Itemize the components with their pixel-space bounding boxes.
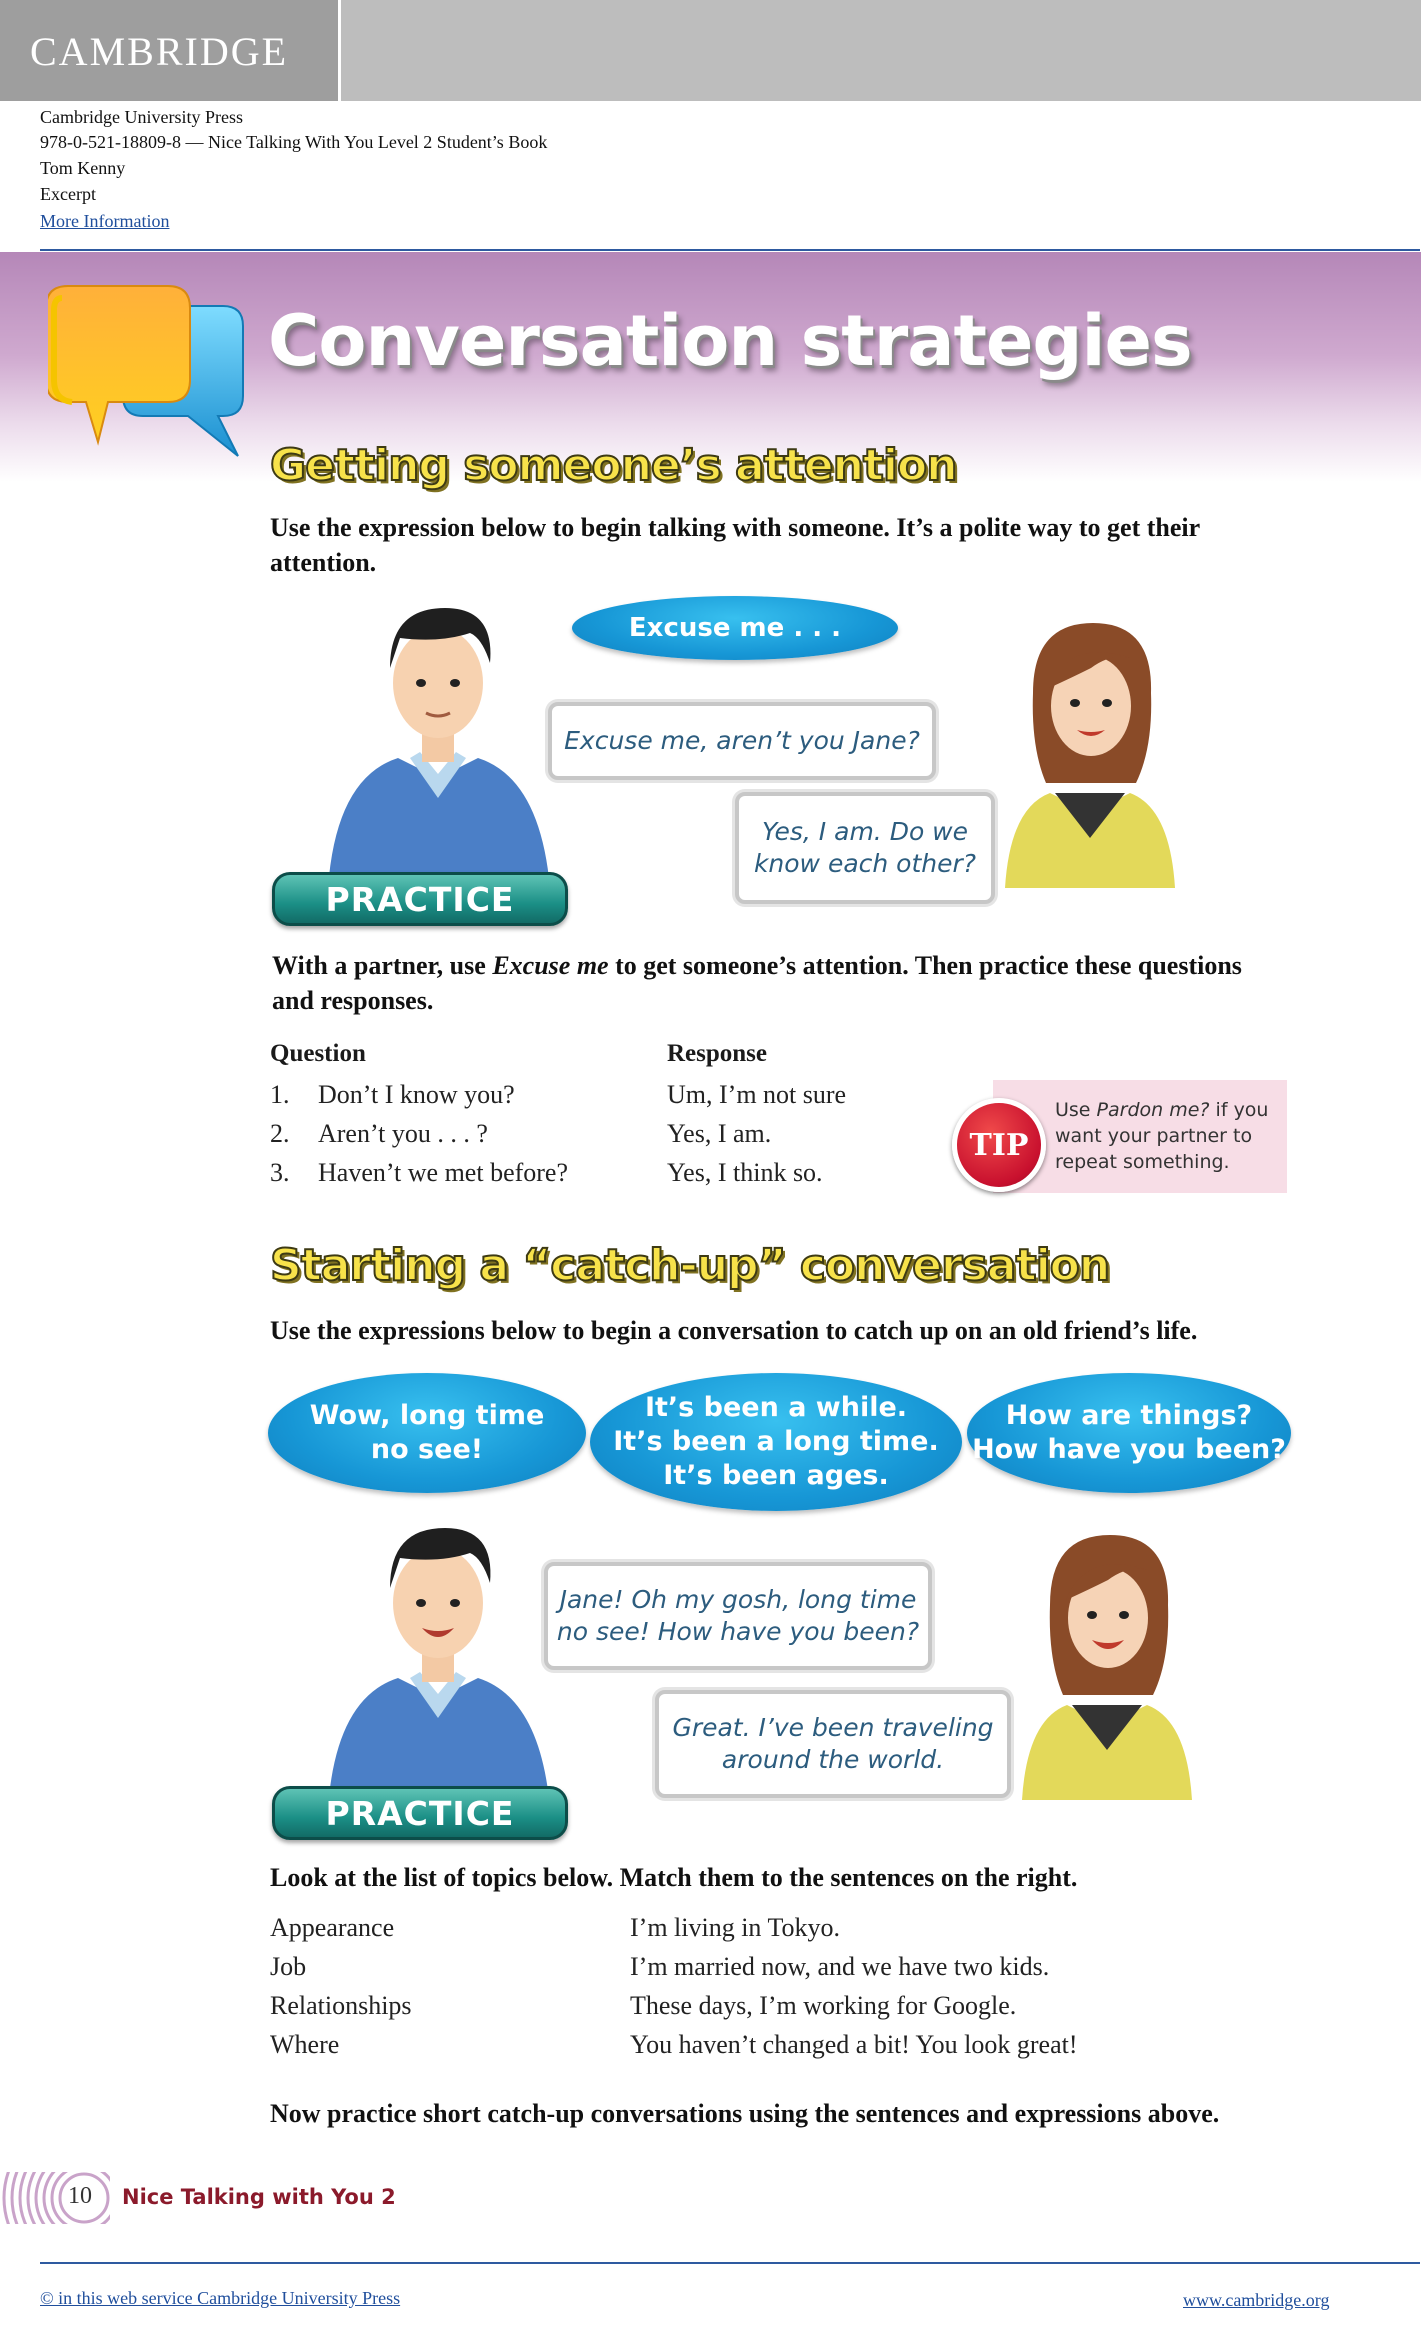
speech-bubble-woman <box>655 1690 1011 1798</box>
pill-line: How are things? <box>1005 1400 1253 1431</box>
section-heading-attention: Getting someone’s attention <box>270 440 957 491</box>
pill-line: no see! <box>370 1434 484 1465</box>
topic-item: Where <box>270 2030 340 2059</box>
copyright-link[interactable]: © in this web service Cambridge University Press <box>40 2288 401 2308</box>
sentence-item: I’m living in Tokyo. <box>630 1913 841 1942</box>
woman-illustration <box>1022 1530 1192 1800</box>
speech-bubble-woman <box>735 792 995 904</box>
speech-bubbles-icon <box>48 278 258 468</box>
topic-item: Job <box>270 1952 307 1981</box>
pill-line: How have you been? <box>972 1434 1286 1465</box>
sentence-item: You haven’t changed a bit! You look great! <box>630 2030 1078 2059</box>
woman-illustration <box>1005 618 1175 888</box>
sentence-item: These days, I’m working for Google. <box>630 1991 1017 2020</box>
response-text: Um, I’m not sure <box>667 1080 847 1109</box>
practice-label <box>272 872 568 926</box>
question-number: 2. <box>270 1119 290 1148</box>
closing-instruction: Now practice short catch-up conversations using the sentences and expressions above. <box>270 2099 1220 2128</box>
topic-item: Appearance <box>270 1913 395 1942</box>
man-illustration <box>318 1518 568 1808</box>
isbn-title: 978-0-521-18809-8 — Nice Talking With You Level 2 Student’s Book <box>40 132 548 152</box>
question-number: 1. <box>270 1080 290 1109</box>
tip-badge-text: TIP <box>969 1127 1029 1163</box>
response-text: Yes, I am. <box>667 1119 772 1148</box>
question-text: Aren’t you . . . ? <box>318 1119 488 1148</box>
practice-label <box>272 1786 568 1840</box>
section-intro-catch-up: Use the expressions below to begin a conversation to catch up on an old friend’s life. <box>270 1316 1198 1345</box>
tip-text-part: Use <box>1055 1099 1097 1121</box>
expression-pill-long-time <box>268 1373 586 1493</box>
question-number: 3. <box>270 1158 290 1187</box>
page-number: 10 <box>68 2183 92 2209</box>
speech-text-man: Excuse me, aren’t you Jane? <box>564 726 920 755</box>
footer-divider <box>40 2262 1420 2264</box>
pill-text: Excuse me . . . <box>628 613 842 643</box>
decorative-circles-icon <box>0 2172 110 2224</box>
speech-text-woman: Great. I’ve been traveling around the world. <box>672 1713 994 1774</box>
pill-line: It’s been a long time. <box>613 1426 939 1457</box>
book-title-footer: Nice Talking with You 2 <box>122 2185 396 2209</box>
pill-line: It’s been a while. <box>644 1392 908 1423</box>
author-name: Tom Kenny <box>40 158 126 178</box>
tip-badge-icon <box>952 1098 1046 1192</box>
section-heading-catch-up: Starting a “catch-up” conversation <box>270 1240 1110 1291</box>
page-title: Conversation strategies <box>268 300 1192 382</box>
header-divider <box>40 249 1420 251</box>
tip-text-italic: Pardon me? <box>1096 1099 1210 1121</box>
question-text: Don’t I know you? <box>318 1080 515 1109</box>
expression-pill-how-are-things <box>967 1373 1291 1493</box>
question-text: Haven’t we met before? <box>318 1158 569 1187</box>
excerpt-label: Excerpt <box>40 184 96 204</box>
man-illustration <box>318 598 568 888</box>
practice-instruction-catch-up: Look at the list of topics below. Match them to the sentences on the right. <box>270 1863 1078 1892</box>
tip-text-part: if you want your partner to repeat something. <box>1055 1099 1269 1173</box>
speech-bubble-man <box>544 1562 932 1670</box>
website-link[interactable]: www.cambridge.org <box>1183 2290 1330 2310</box>
more-information-link[interactable]: More Information <box>40 211 170 231</box>
tip-text <box>1055 1097 1285 1175</box>
speech-text-woman: Yes, I am. Do we know each other? <box>753 817 977 878</box>
instruction-text: to get someone’s attention. Then practice these questions and responses. <box>272 951 1242 1015</box>
speech-text-man: Jane! Oh my gosh, long time no see! How have you been? <box>556 1585 920 1646</box>
response-text: Yes, I think so. <box>667 1158 823 1187</box>
practice-label-text: PRACTICE <box>325 1793 515 1833</box>
pill-line: Wow, long time <box>309 1400 545 1431</box>
instruction-text: With a partner, use <box>272 951 493 980</box>
topic-item: Relationships <box>270 1991 412 2020</box>
cambridge-logo: CAMBRIDGE <box>30 29 289 74</box>
question-header: Question <box>270 1040 366 1067</box>
practice-instruction-attention <box>272 948 1272 1018</box>
practice-label-text: PRACTICE <box>325 879 515 919</box>
pill-line: It’s been ages. <box>663 1460 889 1491</box>
expression-pill-excuse-me <box>572 596 898 660</box>
expression-pill-been-a-while <box>590 1373 962 1511</box>
speech-bubble-man <box>548 702 936 780</box>
instruction-italic: Excuse me <box>492 951 609 980</box>
publisher-name: Cambridge University Press <box>40 107 243 127</box>
section-intro-attention: Use the expression below to begin talking with someone. It’s a polite way to get their attention. <box>270 513 1200 577</box>
response-header: Response <box>667 1040 768 1067</box>
sentence-item: I’m married now, and we have two kids. <box>630 1952 1050 1981</box>
